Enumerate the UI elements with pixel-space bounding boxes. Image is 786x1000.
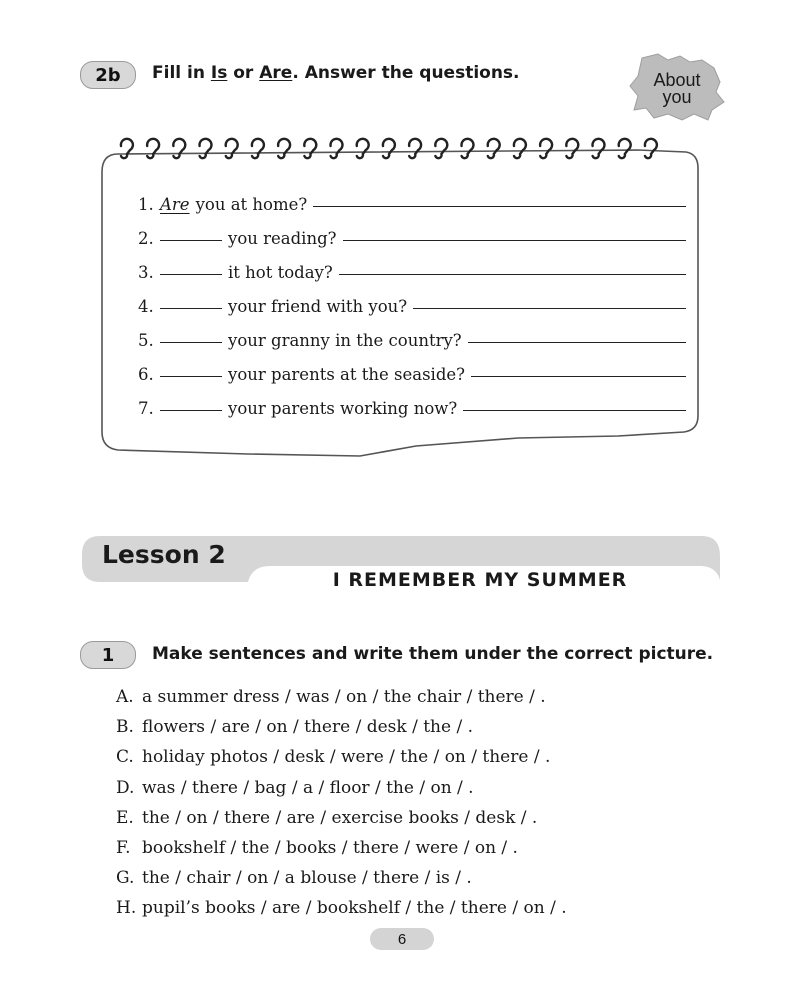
answer-line[interactable] xyxy=(463,409,686,411)
exercise-badge-2b: 2b xyxy=(80,61,136,89)
blank-line[interactable] xyxy=(160,375,222,377)
list-item: F. bookshelf / the / books / there / were / on / . xyxy=(116,838,518,859)
exercise-badge-1: 1 xyxy=(80,641,136,669)
question-row: 3. it hot today? xyxy=(138,263,698,297)
filled-answer: Are xyxy=(160,195,190,214)
blank-line[interactable] xyxy=(160,409,222,411)
list-item: E. the / on / there / are / exercise books / desk / . xyxy=(116,807,538,828)
lesson-title: Lesson 2 xyxy=(102,540,226,569)
answer-line[interactable] xyxy=(343,239,687,241)
blank-line[interactable] xyxy=(160,239,222,241)
question-row: 6. your parents at the seaside? xyxy=(138,365,698,399)
answer-line[interactable] xyxy=(339,273,686,275)
question-list xyxy=(138,195,698,433)
answer-line[interactable] xyxy=(313,205,686,207)
blank-line[interactable] xyxy=(160,341,222,343)
question-row: 1. Are you at home? xyxy=(138,195,698,229)
answer-line[interactable] xyxy=(468,341,686,343)
question-row: 7. your parents working now? xyxy=(138,399,698,433)
page-number: 6 xyxy=(370,928,434,950)
answer-line[interactable] xyxy=(471,375,686,377)
list-item: B. flowers / are / on / there / desk / the / . xyxy=(116,717,473,738)
list-item: A. a summer dress / was / on / the chair / there / . xyxy=(116,687,546,708)
about-you-badge xyxy=(628,52,728,124)
exercise-2b-instruction: Fill in Is or Are. Answer the questions. xyxy=(152,63,520,83)
question-row: 4. your friend with you? xyxy=(138,297,698,331)
list-item: H. pupil’s books / are / bookshelf / the / there / on / . xyxy=(116,898,567,919)
sentence-list xyxy=(116,682,567,924)
blank-line[interactable] xyxy=(160,273,222,275)
lesson-subtitle: I REMEMBER MY SUMMER xyxy=(332,569,628,591)
blank-line[interactable] xyxy=(160,307,222,309)
question-row: 5. your granny in the country? xyxy=(138,331,698,365)
list-item: G. the / chair / on / a blouse / there / is / . xyxy=(116,868,472,889)
word-are: Are xyxy=(259,63,293,83)
answer-line[interactable] xyxy=(413,307,686,309)
list-item: C. holiday photos / desk / were / the / on / there / . xyxy=(116,747,551,768)
question-row: 2. you reading? xyxy=(138,229,698,263)
word-is: Is xyxy=(210,63,228,83)
about-you-label: About you xyxy=(653,70,701,107)
list-item: D. was / there / bag / a / floor / the / on / . xyxy=(116,777,474,798)
exercise-1-instruction: Make sentences and write them under the correct picture. xyxy=(152,644,714,664)
